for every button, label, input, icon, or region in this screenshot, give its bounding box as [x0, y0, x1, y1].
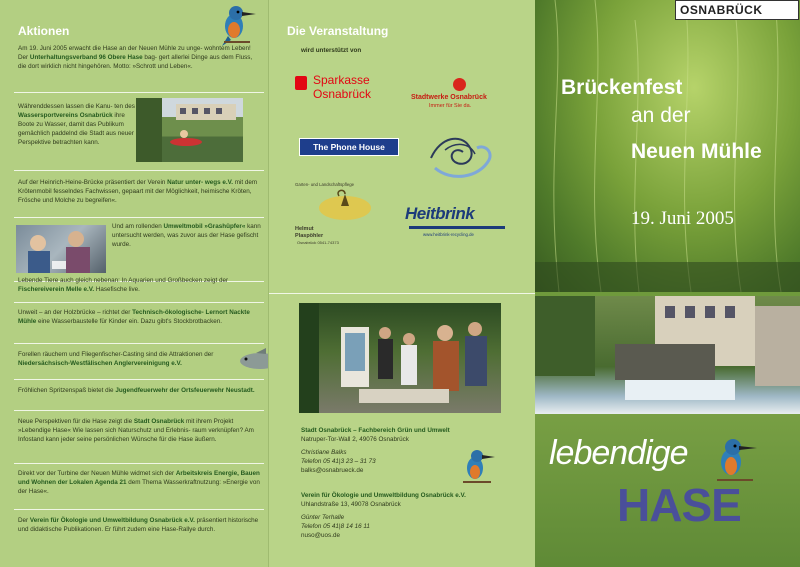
divider — [14, 509, 264, 510]
stadtwerke-name: Stadtwerke Osnabrück — [411, 94, 487, 101]
aktion-text-run: Wassersportvereins — [18, 112, 78, 119]
aktion-text-run: werden, was zuvor aus der Hase — [143, 232, 235, 239]
aktion-text-run: Lernort Nackte Mühle — [18, 309, 250, 325]
kingfisher-illustration — [214, 2, 258, 48]
divider — [14, 379, 264, 380]
aktion-text-run: präsentiert historische und didaktische Publikationen. Er führt zudem — [18, 517, 259, 533]
aktionen-heading: Aktionen — [18, 24, 70, 38]
aktion-text-run: Energie, Bauen und Wohnen der Lokalen Agenda 21 — [18, 470, 260, 486]
aktion-text-run: Und am rollenden — [112, 223, 164, 230]
aktion-text-run: Perspektive betrachten kann. — [18, 139, 100, 146]
contact-city-address: Natruper-Tor-Wall 2, 49076 Osnabrück — [301, 436, 409, 443]
aktion-paragraph — [18, 308, 264, 326]
gartenpflege-logo — [295, 182, 395, 244]
aktion-text-run: Fischereiverein Melle e.V. — [18, 286, 95, 293]
aktion-text-run: der Ortsfeuerwehr Neustadt. — [169, 387, 255, 394]
aktion-text-run: Der — [18, 517, 30, 524]
event-date: 19. Juni 2005 — [631, 208, 734, 229]
aktion-text-run: Fröhlichen Spritzenspaß bietet die — [18, 387, 116, 394]
divider — [14, 410, 264, 411]
aktion-text-run: Am 19. Juni 2005 erwacht die Hase an der Neuen Mühle zu unge- — [18, 45, 203, 52]
aktion-text-run: Direkt vor der Turbine der Neuen Mühle widmet sich der — [18, 470, 176, 477]
aktion-text-run: kann untersucht — [112, 223, 261, 239]
aktion-text-run: bag- — [144, 54, 157, 61]
aktion-paragraph — [18, 417, 264, 444]
divider — [14, 343, 264, 344]
divider — [269, 293, 536, 294]
title-line3: Neuen Mühle — [631, 140, 762, 163]
aktion-text-run: Neue Perspektiven für die Hase zeigt die — [18, 418, 134, 425]
aktion-text-run: »Grashüpfer« — [204, 223, 246, 230]
aktion-text-run: eine Wasserbaustelle für Kinder ein. Dazu — [37, 318, 156, 325]
aktion-text-run: Unweit – an der Holzbrücke – richtet der — [18, 309, 133, 316]
lebendige-word: lebendige — [549, 434, 688, 472]
title-line2: an der — [631, 104, 691, 127]
contact-verein-org: Verein für Ökologie und Umweltbildung Osnabrück e.V. — [301, 492, 466, 499]
garten-tree-icon — [315, 188, 375, 224]
aktion-text-run: Technisch-ökologische- — [132, 309, 204, 316]
aktion-text-run: mit dem Krötenmobil fesselndes Fachwissen, gepaart — [18, 179, 258, 195]
aktion-text-run: begreifen«. — [85, 197, 117, 204]
contact-verein — [301, 491, 529, 540]
aktion-paragraph — [18, 469, 264, 496]
aktion-text-run: Unterhaltungsverband 96 Obere Hase — [29, 54, 143, 61]
sparkasse-line1: Sparkasse — [313, 73, 370, 87]
aktion-text-run: Natur unter- — [167, 179, 204, 186]
aktion-text-run: Stadt Osnabrück — [133, 418, 185, 425]
garten-name-2: Plaspöhler — [295, 233, 324, 239]
aktion-paragraph — [18, 44, 262, 71]
supported-by-label: wird unterstützt von — [301, 47, 362, 54]
canoe-photo — [136, 98, 243, 162]
aktion-paragraph — [112, 222, 262, 249]
aktion-text-run: eine Hase-Rallye durch. — [147, 526, 216, 533]
aktion-text-run: damit das Publikum gemächlich — [18, 121, 124, 137]
aktion-text-run: Lebende Tiere auch gleich nebenan: In Aquarien und Großbecken — [18, 277, 203, 284]
hase-word: HASE — [617, 479, 741, 531]
aktion-text-run: gefischt wurde. — [112, 232, 259, 248]
aktion-paragraph — [18, 178, 264, 205]
veranstaltung-panel — [268, 0, 535, 567]
stadtwerke-slogan: Immer für Sie da. — [429, 103, 472, 109]
aktion-text-run: wegs e.V. — [204, 179, 234, 186]
aktion-paragraph — [18, 276, 264, 294]
aktionen-panel — [0, 0, 268, 567]
divider — [14, 217, 264, 218]
divider — [14, 170, 264, 171]
aktion-text-run: paddelnd die Stadt aus neuer — [51, 130, 134, 137]
cover-panel — [535, 0, 800, 567]
stadtwerke-circle-icon — [453, 78, 466, 91]
aktion-text-run: wohntem Leben! Der — [18, 45, 251, 61]
aktion-text-run: Währenddessen lassen die Kanu- — [18, 103, 113, 110]
aktion-text-run: Verein für Ökologie und Umweltbildung Osnabrück e.V. — [29, 517, 195, 524]
aktion-text-run: Auf der Heinrich-Heine-Brücke präsentiert der Verein — [18, 179, 168, 186]
aktion-paragraph — [18, 102, 136, 147]
aktion-paragraph — [18, 516, 264, 534]
contact-verein-email[interactable]: nuso@uos.de — [301, 532, 340, 539]
title-line1: Brückenfest — [561, 76, 683, 99]
contact-verein-phone: Telefon 05 41|8 14 16 11 — [301, 523, 370, 530]
mill-photo — [535, 296, 800, 414]
umweltmobil-photo — [16, 225, 106, 273]
aktion-text-run: ten des — [114, 103, 135, 110]
contact-city-email[interactable]: balks@osnabrueck.de — [301, 467, 364, 474]
contact-city-person: Christiane Balks — [301, 449, 347, 456]
osnabrueck-brand — [675, 0, 799, 20]
aktion-text-run: Niedersächsisch-Westfälischen Anglervereinigung e.V. — [18, 360, 182, 367]
sparkasse-logo — [295, 74, 415, 114]
aktion-paragraph — [18, 350, 264, 368]
heitbrink-url: www.heitbrink-recycling.de — [423, 232, 474, 237]
contact-city-org: Stadt Osnabrück – Fachbereich Grün und Umwelt — [301, 427, 450, 434]
sparkasse-s-icon — [295, 76, 307, 90]
aktion-text-run: der — [204, 351, 214, 358]
kingfisher-small-illustration — [457, 446, 497, 488]
aktion-text-run: gert allerlei Dinge aus dem Fluss, die dort wirklich nicht hingehören. — [18, 54, 253, 70]
aktion-text-run: zeigt der — [203, 277, 229, 284]
divider — [14, 92, 264, 93]
heitbrink-logo — [405, 200, 511, 244]
heitbrink-name: Heitbrink — [405, 204, 475, 223]
veranstaltung-heading: Die Veranstaltung — [287, 24, 389, 38]
aktion-text-run: Arbeitskreis — [175, 470, 213, 477]
aktion-text-run: Wünsche für die Hase äußern. — [131, 436, 217, 443]
contact-verein-address: Uhlandstraße 13, 49078 Osnabrück — [301, 501, 401, 508]
aktion-text-run: Jugendfeuerwehr — [115, 387, 168, 394]
divider — [14, 302, 264, 303]
aktion-text-run: dem Thema — [128, 479, 162, 486]
aktion-text-run: ihre Boote zu Wasser, — [18, 112, 125, 128]
aktion-text-run: raum verknüpfen? Am Infostand kann jeder seine persönlichen — [18, 427, 254, 443]
kingfisher-cover-illustration — [709, 434, 759, 486]
aktion-text-run: Osnabrück — [79, 112, 113, 119]
aktion-text-run: Forellen räuchern und Fliegenfischer-Casting sind die Attraktionen — [18, 351, 203, 358]
divider — [14, 463, 264, 464]
osnabrueck-brand-text: OSNABRÜCK — [680, 3, 763, 17]
aktion-text-run: Motto: »Schrott und Leben«. — [113, 63, 193, 70]
aktion-text-run: mit der Möglichkeit, heimische Kröten, Frösche und Molche zu — [18, 188, 252, 204]
festival-crowd-photo — [299, 303, 501, 413]
stadtwerke-logo — [411, 78, 521, 118]
contact-city-phone: Telefon 05 41|3 23 – 31 73 — [301, 458, 376, 465]
garten-name-1: Helmut — [295, 226, 314, 232]
sparkasse-line2: Osnabrück — [313, 87, 372, 101]
aktion-paragraph — [18, 386, 264, 395]
phonehouse-logo: The Phone House — [299, 138, 399, 156]
aktion-text-run: mit ihrem — [186, 418, 212, 425]
contact-verein-person: Günter Terhalle — [301, 514, 345, 521]
aktion-text-run: Projekt »Lebendige Hase« Wie lassen sich Naturschutz und Erlebnis- — [18, 418, 234, 434]
aktion-text-run: Wasserkraftnutzung: »Energie von der Hase«. — [18, 479, 260, 495]
garten-contact: Osnabrück 0541-74373 — [297, 240, 339, 245]
aktion-text-run: Umweltmobil — [163, 223, 203, 230]
aktion-text-run: gibt's Stockbrotbacken. — [157, 318, 222, 325]
garten-header: Garten- und Landschaftspflege — [295, 182, 355, 187]
swirl-logo-icon — [425, 128, 497, 184]
aktion-text-run: Hasefische live. — [95, 286, 140, 293]
